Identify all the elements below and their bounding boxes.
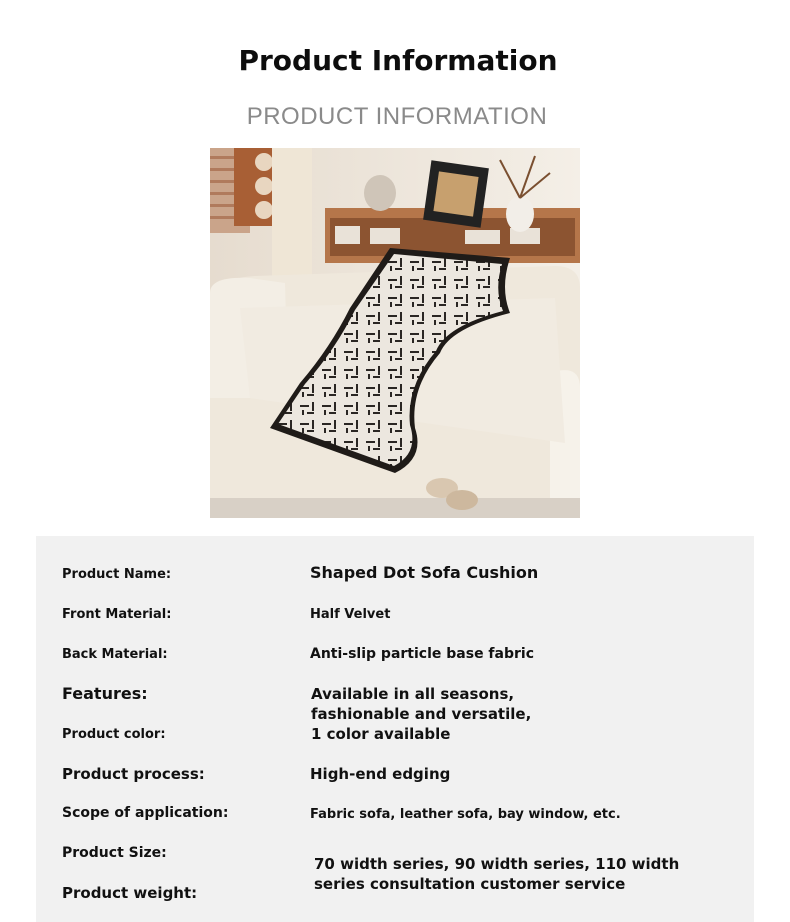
label-product-weight: Product weight:	[62, 884, 198, 902]
label-features: Features:	[62, 684, 148, 703]
value-scope: Fabric sofa, leather sofa, bay window, etc.	[310, 807, 621, 822]
label-product-process: Product process:	[62, 765, 205, 783]
label-product-color: Product color:	[62, 727, 166, 742]
page-title: Product Information	[238, 44, 558, 77]
value-back-material: Anti-slip particle base fabric	[310, 646, 534, 662]
label-product-size: Product Size:	[62, 845, 167, 861]
label-product-name: Product Name:	[62, 567, 172, 582]
value-features-line: Available in all seasons,	[311, 685, 515, 703]
value-product-size-line: series consultation customer service	[314, 875, 626, 893]
value-front-material: Half Velvet	[310, 607, 391, 622]
value-features	[311, 684, 531, 724]
product-photo	[210, 148, 580, 518]
label-back-material: Back Material:	[62, 647, 168, 662]
label-scope: Scope of application:	[62, 805, 229, 821]
label-front-material: Front Material:	[62, 607, 172, 622]
value-product-size-line: 70 width series, 90 width series, 110 width	[314, 855, 680, 873]
value-product-process: High-end edging	[310, 765, 451, 783]
value-product-color: 1 color available	[311, 725, 451, 743]
page-subtitle: PRODUCT INFORMATION	[246, 103, 548, 130]
value-features-line: fashionable and versatile,	[311, 705, 532, 723]
value-product-name: Shaped Dot Sofa Cushion	[310, 563, 539, 582]
value-product-size	[314, 854, 679, 894]
